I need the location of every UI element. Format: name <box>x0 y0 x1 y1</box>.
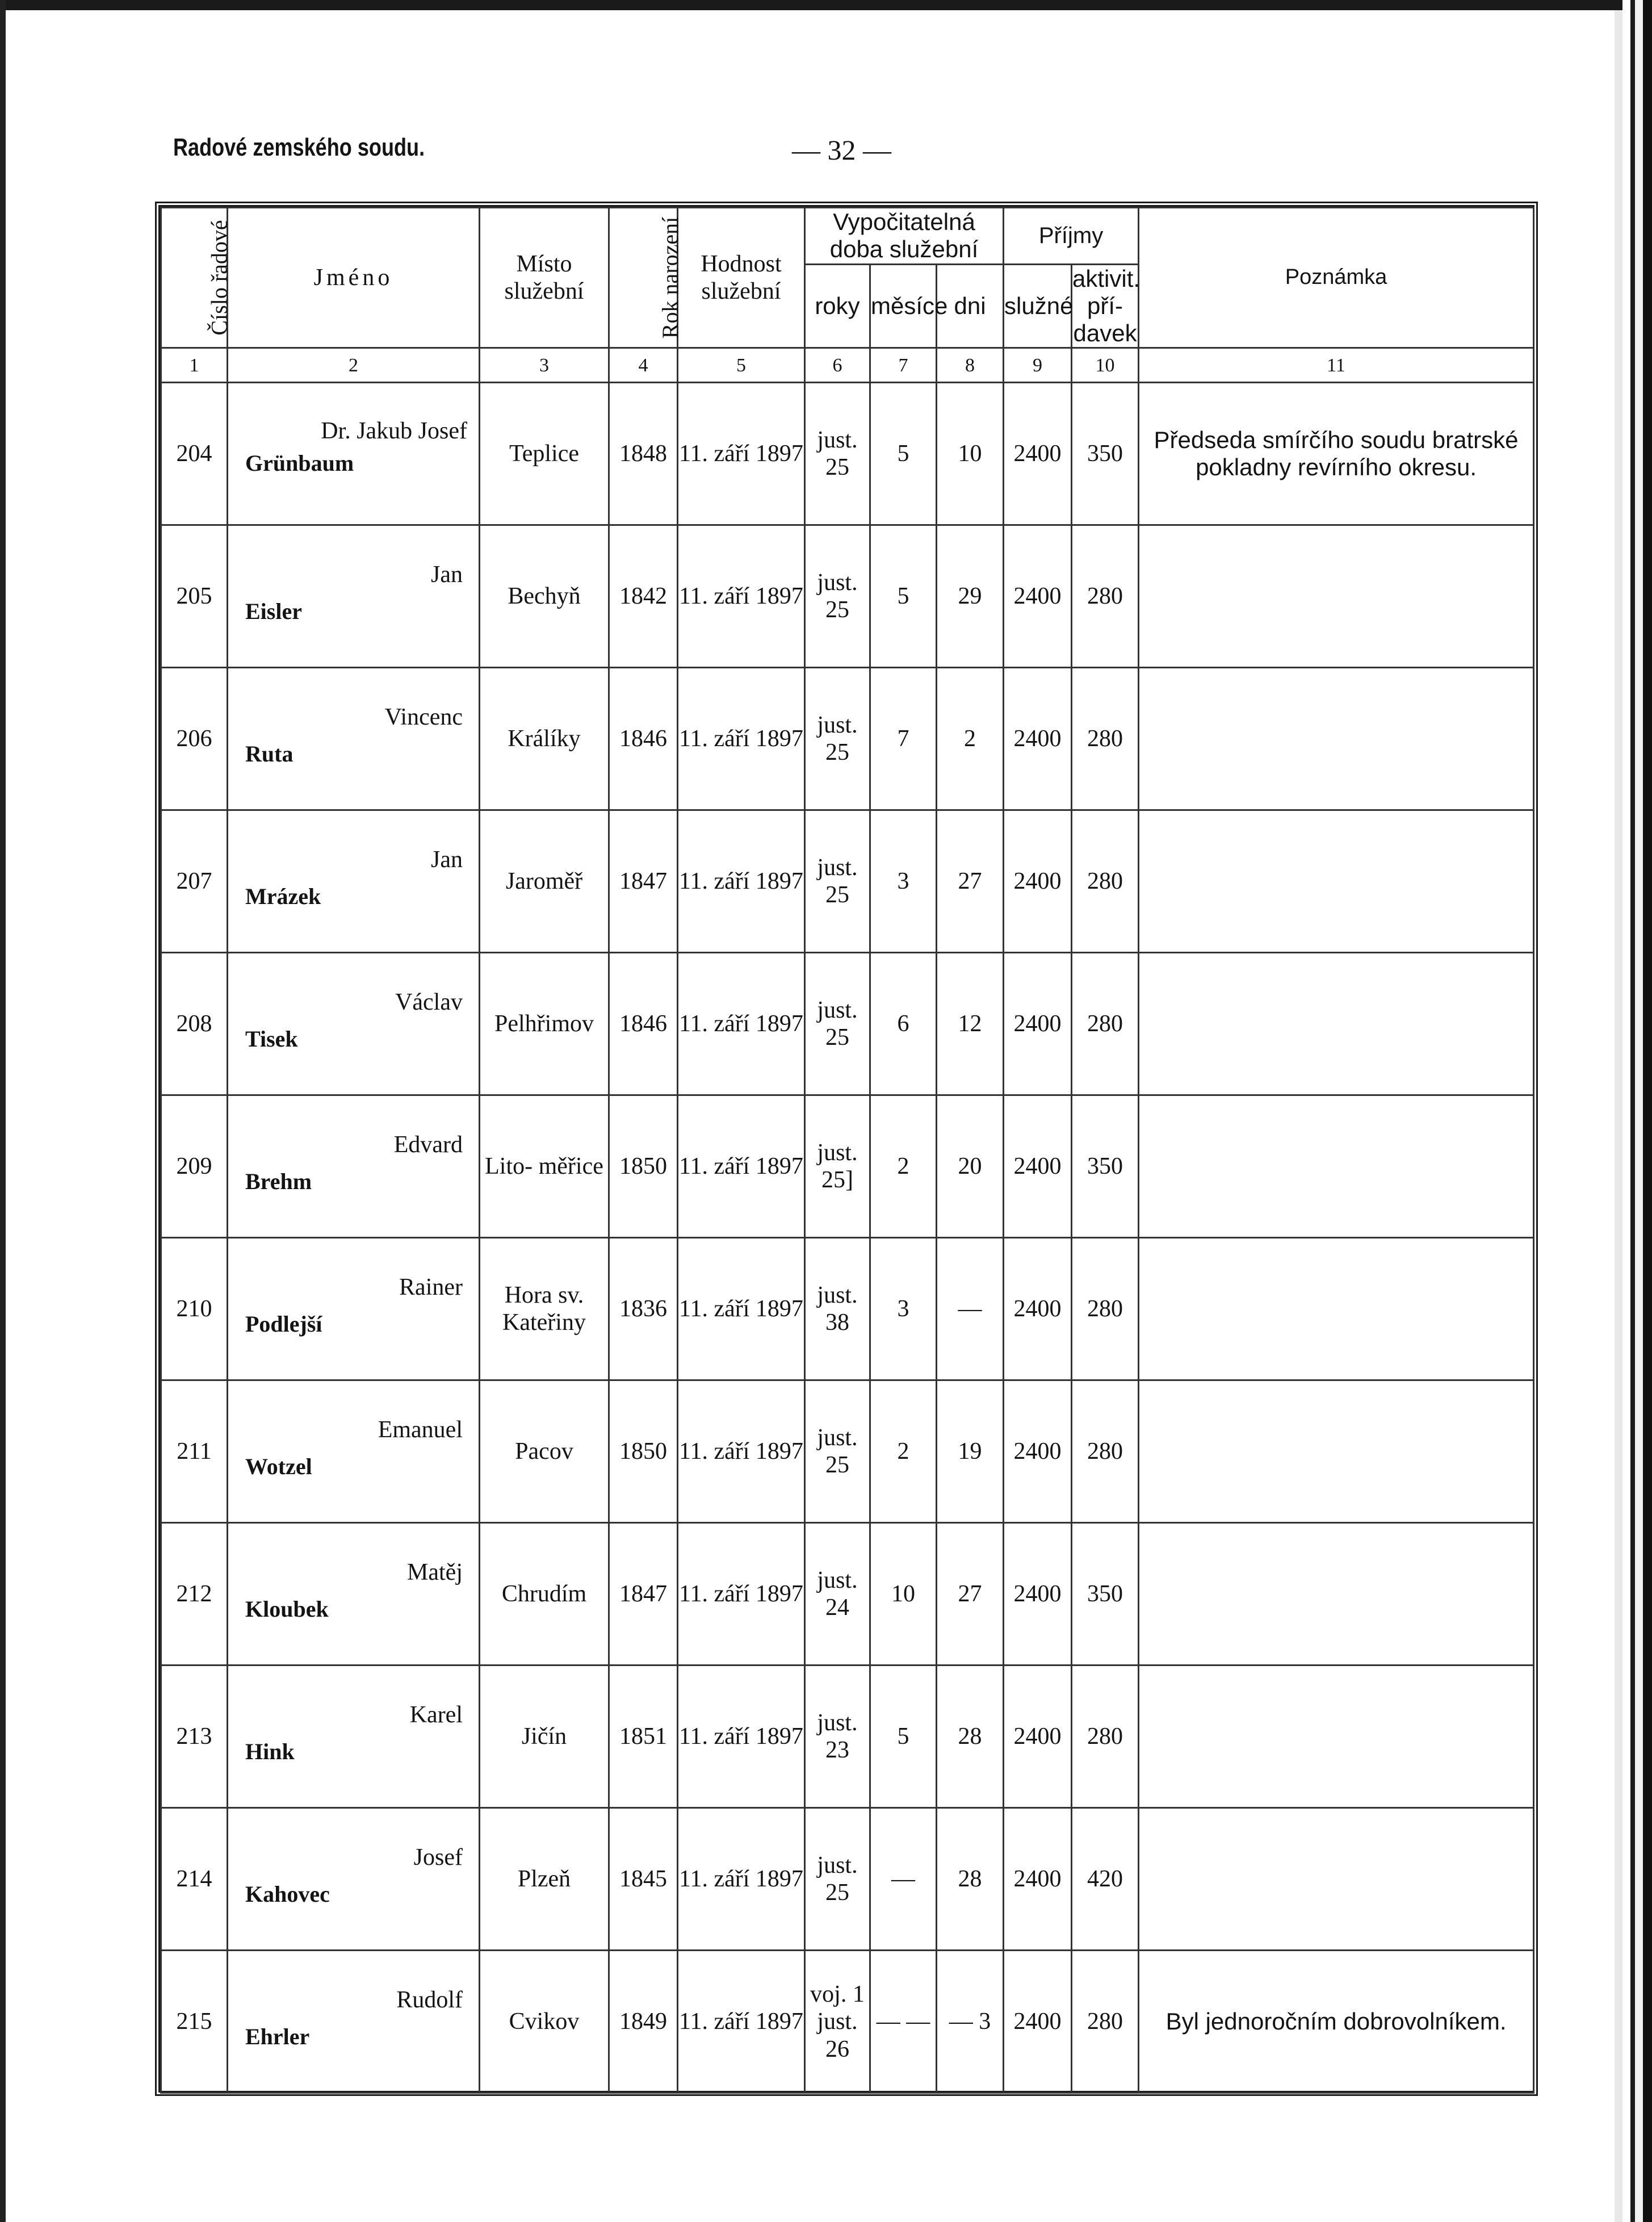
activity-allowance: 280 <box>1072 1666 1139 1808</box>
given-name: Rainer <box>399 1274 463 1301</box>
surname: Mrázek <box>245 884 321 910</box>
name-cell <box>228 1808 480 1951</box>
service-days: — <box>937 1238 1004 1380</box>
service-days: 27 <box>937 1523 1004 1666</box>
birth-year: 1850 <box>609 1380 678 1523</box>
note <box>1139 810 1534 953</box>
note <box>1139 1523 1534 1666</box>
header-cislo <box>161 208 232 348</box>
column-number: 11 <box>1139 348 1534 383</box>
service-months: 6 <box>870 953 937 1095</box>
salary: 2400 <box>1004 668 1072 810</box>
given-name: Václav <box>395 989 463 1016</box>
service-years: just. 25 <box>805 1808 870 1951</box>
service-place: Pelhřimov <box>480 953 609 1095</box>
name-cell <box>228 668 480 810</box>
scan-border-right <box>1622 0 1652 2222</box>
service-days: — 3 <box>937 1951 1004 2093</box>
note <box>1139 1380 1534 1523</box>
column-number: 7 <box>870 348 937 383</box>
salary: 2400 <box>1004 810 1072 953</box>
header-dni: dni <box>937 264 1004 348</box>
salary: 2400 <box>1004 1951 1072 2093</box>
service-place: Pacov <box>480 1380 609 1523</box>
rank-date: 11. září 1897 <box>678 1380 805 1523</box>
activity-allowance: 350 <box>1072 1523 1139 1666</box>
note <box>1139 668 1534 810</box>
birth-year: 1845 <box>609 1808 678 1951</box>
page-number: — 32 — <box>792 134 891 166</box>
header-doba: Vypočitatelná doba služební <box>805 208 1004 265</box>
service-years: just. 25 <box>805 953 870 1095</box>
activity-allowance: 280 <box>1072 810 1139 953</box>
column-number: 9 <box>1004 348 1072 383</box>
activity-allowance: 280 <box>1072 668 1139 810</box>
rank-date: 11. září 1897 <box>678 1095 805 1238</box>
service-years: just. 25 <box>805 668 870 810</box>
register-table <box>160 207 1534 2094</box>
birth-year: 1846 <box>609 953 678 1095</box>
name-cell <box>228 1238 480 1380</box>
service-months: 3 <box>870 810 937 953</box>
column-number: 5 <box>678 348 805 383</box>
service-days: 28 <box>937 1666 1004 1808</box>
rank-date: 11. září 1897 <box>678 668 805 810</box>
column-number: 8 <box>937 348 1004 383</box>
note <box>1139 1808 1534 1951</box>
scan-border-top <box>0 0 1652 10</box>
salary: 2400 <box>1004 1238 1072 1380</box>
salary: 2400 <box>1004 1808 1072 1951</box>
row-number: 210 <box>161 1238 228 1380</box>
given-name: Edvard <box>393 1132 463 1158</box>
service-days: 19 <box>937 1380 1004 1523</box>
header-poznamka: Poznámka <box>1139 208 1534 348</box>
service-days: 29 <box>937 525 1004 668</box>
header-roky: roky <box>805 264 870 348</box>
service-place: Teplice <box>480 383 609 525</box>
salary: 2400 <box>1004 383 1072 525</box>
scan-border-left <box>0 0 6 2222</box>
header-pridavek: aktivit. pří- davek <box>1072 264 1139 348</box>
birth-year: 1836 <box>609 1238 678 1380</box>
service-months: 2 <box>870 1095 937 1238</box>
given-name: Vincenc <box>384 704 463 731</box>
service-years: just. 38 <box>805 1238 870 1380</box>
rank-date: 11. září 1897 <box>678 1951 805 2093</box>
activity-allowance: 280 <box>1072 1238 1139 1380</box>
surname: Podlejší <box>245 1311 322 1337</box>
name-cell <box>228 1523 480 1666</box>
row-number: 206 <box>161 668 228 810</box>
name-cell <box>228 953 480 1095</box>
header-cislo-label: Číslo řadové <box>206 220 232 336</box>
row-number: 211 <box>161 1380 228 1523</box>
service-years: just. 25 <box>805 810 870 953</box>
header-hodnost: Hodnost služební <box>678 208 805 348</box>
service-years: just. 25 <box>805 1380 870 1523</box>
service-years: just. 25] <box>805 1095 870 1238</box>
column-number: 10 <box>1072 348 1139 383</box>
register-body <box>161 383 1534 2093</box>
service-months: — — <box>870 1951 937 2093</box>
header-rok-label: Rok narození <box>657 216 684 339</box>
row-number: 208 <box>161 953 228 1095</box>
rank-date: 11. září 1897 <box>678 1523 805 1666</box>
surname: Brehm <box>245 1169 312 1195</box>
service-years: just. 25 <box>805 525 870 668</box>
name-cell <box>228 810 480 953</box>
note <box>1139 1238 1534 1380</box>
rank-date: 11. září 1897 <box>678 1666 805 1808</box>
service-place: Jičín <box>480 1666 609 1808</box>
note: Předseda smírčího soudu bratrské pokladny revírního okresu. <box>1139 383 1534 525</box>
table-row <box>161 1666 1534 1808</box>
birth-year: 1849 <box>609 1951 678 2093</box>
row-number: 215 <box>161 1951 228 2093</box>
rank-date: 11. září 1897 <box>678 810 805 953</box>
given-name: Jan <box>431 562 463 588</box>
service-months: 5 <box>870 525 937 668</box>
row-number: 214 <box>161 1808 228 1951</box>
service-months: 3 <box>870 1238 937 1380</box>
running-title: Radové zemského soudu. <box>173 133 425 161</box>
table-row <box>161 668 1534 810</box>
rank-date: 11. září 1897 <box>678 1808 805 1951</box>
service-days: 28 <box>937 1808 1004 1951</box>
service-months: — <box>870 1808 937 1951</box>
service-days: 27 <box>937 810 1004 953</box>
given-name: Dr. Jakub Josef <box>321 418 467 445</box>
service-years: just. 24 <box>805 1523 870 1666</box>
salary: 2400 <box>1004 1095 1072 1238</box>
activity-allowance: 280 <box>1072 953 1139 1095</box>
rank-date: 11. září 1897 <box>678 525 805 668</box>
salary: 2400 <box>1004 1523 1072 1666</box>
table-row <box>161 810 1534 953</box>
row-number: 207 <box>161 810 228 953</box>
name-cell <box>228 525 480 668</box>
note <box>1139 1095 1534 1238</box>
service-months: 5 <box>870 383 937 525</box>
activity-allowance: 280 <box>1072 525 1139 668</box>
row-number: 209 <box>161 1095 228 1238</box>
table-row <box>161 1808 1534 1951</box>
surname: Ehrler <box>245 2024 310 2050</box>
column-number: 3 <box>480 348 609 383</box>
service-days: 2 <box>937 668 1004 810</box>
service-place: Plzeň <box>480 1808 609 1951</box>
service-months: 10 <box>870 1523 937 1666</box>
surname: Kloubek <box>245 1596 329 1622</box>
salary: 2400 <box>1004 1666 1072 1808</box>
birth-year: 1850 <box>609 1095 678 1238</box>
surname: Eisler <box>245 599 302 625</box>
table-row <box>161 1523 1534 1666</box>
page-edge-shadow <box>1615 10 1622 2222</box>
service-days: 12 <box>937 953 1004 1095</box>
rank-date: 11. září 1897 <box>678 953 805 1095</box>
salary: 2400 <box>1004 953 1072 1095</box>
service-months: 5 <box>870 1666 937 1808</box>
row-number: 204 <box>161 383 228 525</box>
table-row <box>161 383 1534 525</box>
register-table-frame <box>155 202 1538 2096</box>
table-row <box>161 953 1534 1095</box>
table-row <box>161 1951 1534 2093</box>
service-months: 2 <box>870 1380 937 1523</box>
service-place: Bechyň <box>480 525 609 668</box>
given-name: Rudolf <box>396 1987 463 2014</box>
surname: Tisek <box>245 1026 298 1052</box>
note <box>1139 525 1534 668</box>
service-years: voj. 1 just. 26 <box>805 1951 870 2093</box>
birth-year: 1847 <box>609 810 678 953</box>
surname: Kahovec <box>245 1881 330 1907</box>
birth-year: 1842 <box>609 525 678 668</box>
name-cell <box>228 1095 480 1238</box>
activity-allowance: 280 <box>1072 1951 1139 2093</box>
service-place: Hora sv. Kateřiny <box>480 1238 609 1380</box>
header-rok <box>609 208 684 348</box>
note <box>1139 953 1534 1095</box>
activity-allowance: 350 <box>1072 1095 1139 1238</box>
salary: 2400 <box>1004 525 1072 668</box>
given-name: Karel <box>409 1702 463 1729</box>
row-number: 213 <box>161 1666 228 1808</box>
rank-date: 11. září 1897 <box>678 383 805 525</box>
surname: Hink <box>245 1739 295 1765</box>
column-number: 2 <box>228 348 480 383</box>
service-place: Králíky <box>480 668 609 810</box>
service-years: just. 25 <box>805 383 870 525</box>
activity-allowance: 350 <box>1072 383 1139 525</box>
name-cell <box>228 1666 480 1808</box>
activity-allowance: 280 <box>1072 1380 1139 1523</box>
service-place: Chrudím <box>480 1523 609 1666</box>
rank-date: 11. září 1897 <box>678 1238 805 1380</box>
service-place: Cvikov <box>480 1951 609 2093</box>
given-name: Emanuel <box>378 1417 463 1443</box>
header-prijmy: Příjmy <box>1004 208 1139 265</box>
activity-allowance: 420 <box>1072 1808 1139 1951</box>
row-number: 205 <box>161 525 228 668</box>
table-row <box>161 1095 1534 1238</box>
salary: 2400 <box>1004 1380 1072 1523</box>
service-place: Lito- měřice <box>480 1095 609 1238</box>
service-place: Jaroměř <box>480 810 609 953</box>
given-name: Josef <box>413 1844 463 1871</box>
header-jmeno: Jméno <box>228 208 480 348</box>
column-number: 4 <box>609 348 678 383</box>
note: Byl jednoročním dobrovolníkem. <box>1139 1951 1534 2093</box>
header-mesice: měsíce <box>870 264 937 348</box>
birth-year: 1851 <box>609 1666 678 1808</box>
birth-year: 1848 <box>609 383 678 525</box>
name-cell <box>228 383 480 525</box>
birth-year: 1846 <box>609 668 678 810</box>
table-row <box>161 525 1534 668</box>
column-numbers-row <box>161 348 1534 383</box>
service-years: just. 23 <box>805 1666 870 1808</box>
column-number: 6 <box>805 348 870 383</box>
given-name: Jan <box>431 847 463 873</box>
column-number: 1 <box>161 348 228 383</box>
name-cell <box>228 1380 480 1523</box>
service-days: 10 <box>937 383 1004 525</box>
birth-year: 1847 <box>609 1523 678 1666</box>
surname: Wotzel <box>245 1454 312 1480</box>
note <box>1139 1666 1534 1808</box>
surname: Ruta <box>245 741 293 767</box>
service-days: 20 <box>937 1095 1004 1238</box>
name-cell <box>228 1951 480 2093</box>
given-name: Matěj <box>407 1559 463 1586</box>
table-row <box>161 1380 1534 1523</box>
row-number: 212 <box>161 1523 228 1666</box>
page-header <box>173 133 911 173</box>
header-sluzne: služné <box>1004 264 1072 348</box>
surname: Grünbaum <box>245 450 354 476</box>
service-months: 7 <box>870 668 937 810</box>
table-row <box>161 1238 1534 1380</box>
header-misto: Místo služební <box>480 208 609 348</box>
